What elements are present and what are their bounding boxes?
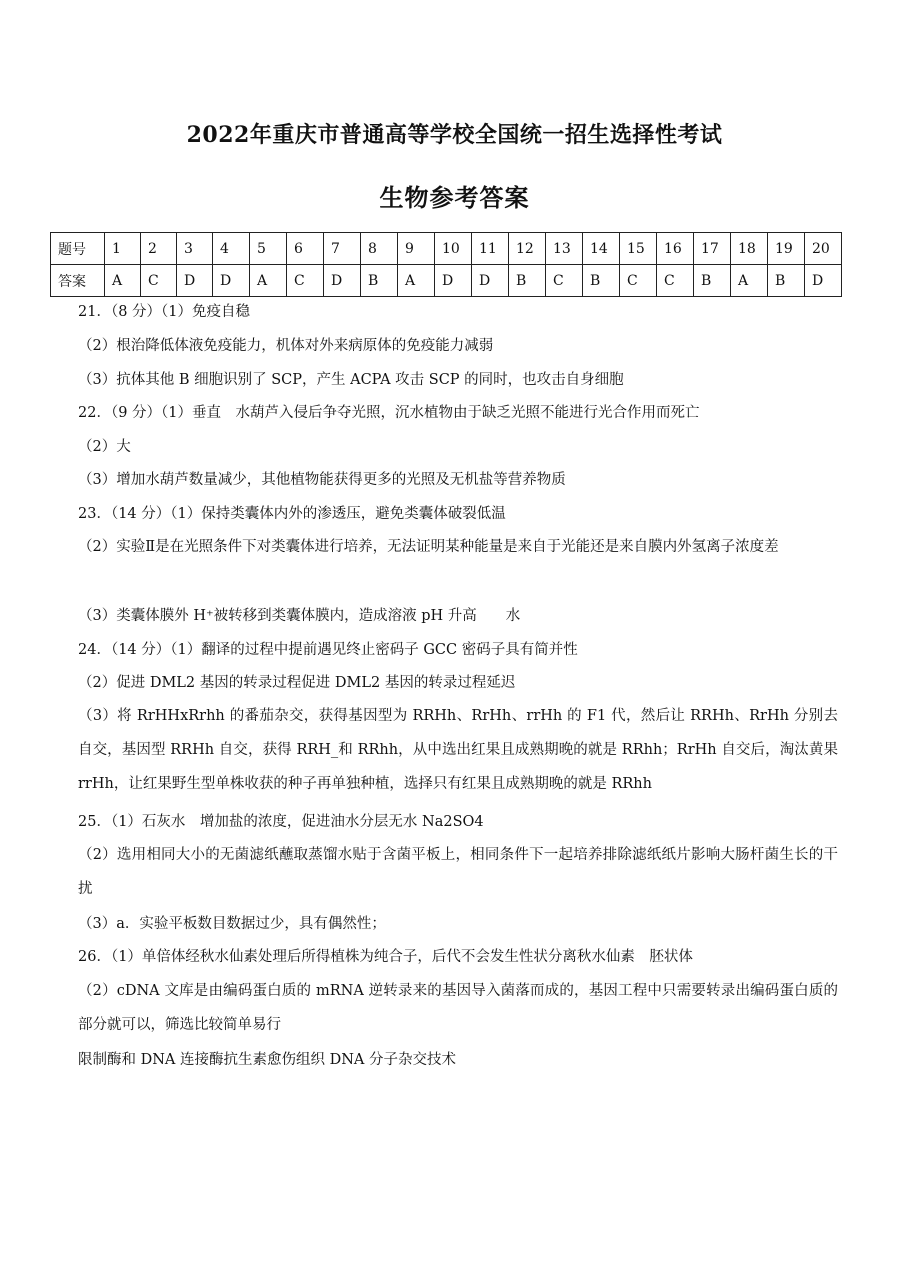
answer-24-part1: 24．（14 分）（1）翻译的过程中提前遇见终止密码子 GCC 密码子具有简并性 [78,642,578,658]
answer-23-part3: （3）类囊体膜外 H⁺被转移到类囊体膜内，造成溶液 pH 升高 水 [78,608,521,624]
answer-23-part1: 23．（14 分）（1）保持类囊体内外的渗透压，避免类囊体破裂低温 [78,506,506,522]
question-number-cell: 1 [105,233,141,265]
question-number-cell: 19 [768,233,805,265]
page-title: 2022年重庆市普通高等学校全国统一招生选择性考试 [186,122,723,148]
answer-26-part1: 26．（1）单倍体经秋水仙素处理后所得植株为纯合子，后代不会发生性状分离秋水仙素 胚状体 [78,949,693,965]
question-number-cell: 15 [620,233,657,265]
question-number-cell: 8 [361,233,398,265]
question-number-cell: 11 [472,233,509,265]
row-header: 答案 [51,265,105,297]
question-number-cell: 18 [731,233,768,265]
answer-cell: D [805,265,842,297]
answer-25-part2: （2）选用相同大小的无菌滤纸蘸取蒸馏水贴于含菌平板上，相同条件下一起培养排除滤纸纸片影响大肠杆菌生长的干扰 [78,847,838,897]
answer-cell: B [361,265,398,297]
answer-21-part2: （2）根治降低体液免疫能力，机体对外来病原体的免疫能力减弱 [78,338,494,354]
question-number-cell: 20 [805,233,842,265]
page-subtitle: 生物参考答案 [379,183,530,212]
answer-21-part3: （3）抗体其他 B 细胞识别了 SCP，产生 ACPA 攻击 SCP 的同时，也攻击自身细胞 [78,372,624,388]
answer-cell: C [546,265,583,297]
question-number-cell: 9 [398,233,435,265]
answer-cell: C [657,265,694,297]
question-number-cell: 14 [583,233,620,265]
answer-cell: C [287,265,324,297]
answer-cell: C [141,265,177,297]
answer-cell: D [324,265,361,297]
answer-22-part1: 22．（9 分）（1）垂直 水葫芦入侵后争夺光照，沉水植物由于缺乏光照不能进行光合作用而死亡 [78,405,700,421]
answer-24-part3: （3）将 RrHHxRrhh 的番茄杂交，获得基因型为 RRHh、RrHh、rrHh 的 F1 代，然后让 RRHh、RrHh 分别去自交，基因型 RRHh 自交，获得 RRH_和 RRhh，从中选出红果且成熟期晚的就是 RRhh；RrHh 自交后，淘汰黄果 rrHh，让红果野生型单株收获的种子再单独种植，选择只有红果且成熟期晚的就是 RRhh [78,708,838,792]
answer-23-part2: （2）实验Ⅱ是在光照条件下对类囊体进行培养，无法证明某种能量是来自于光能还是来自膜内外氢离子浓度差 [78,539,779,555]
question-number-cell: 12 [509,233,546,265]
answer-cell: A [250,265,287,297]
question-number-cell: 16 [657,233,694,265]
answer-22-part3: （3）增加水葫芦数量减少，其他植物能获得更多的光照及无机盐等营养物质 [78,472,566,488]
answer-cell: A [398,265,435,297]
answer-21-part1: 21．（8 分）（1）免疫自稳 [78,304,251,320]
question-number-cell: 17 [694,233,731,265]
question-number-cell: 10 [435,233,472,265]
question-number-cell: 3 [177,233,213,265]
answer-cell: B [768,265,805,297]
question-number-cell: 6 [287,233,324,265]
answer-cell: D [435,265,472,297]
question-number-cell: 2 [141,233,177,265]
answer-table [50,232,842,297]
answer-cell: A [105,265,141,297]
answer-cell: D [177,265,213,297]
answer-26-part2: （2）cDNA 文库是由编码蛋白质的 mRNA 逆转录来的基因导入菌落而成的，基因工程中只需要转录出编码蛋白质的部分就可以，筛选比较简单易行 [78,983,838,1033]
question-number-cell: 5 [250,233,287,265]
answer-24-part2: （2）促进 DML2 基因的转录过程促进 DML2 基因的转录过程延迟 [78,675,516,691]
answer-cell: C [620,265,657,297]
question-number-cell: 13 [546,233,583,265]
answer-25-part3: （3）a．实验平板数目数据过少，具有偶然性； [78,916,386,932]
question-number-cell: 4 [213,233,250,265]
answer-cell: B [583,265,620,297]
answer-cell: A [731,265,768,297]
question-number-cell: 7 [324,233,361,265]
table-row-numbers [51,233,842,265]
answer-25-part1: 25．（1）石灰水 增加盐的浓度，促进油水分层无水 Na2SO4 [78,814,484,830]
row-header: 题号 [51,233,105,265]
answer-cell: D [213,265,250,297]
answer-26-part3: 限制酶和 DNA 连接酶抗生素愈伤组织 DNA 分子杂交技术 [78,1052,457,1068]
answer-cell: B [509,265,546,297]
table-row-answers [51,265,842,297]
answer-cell: D [472,265,509,297]
answer-22-part2: （2）大 [78,439,131,455]
answer-cell: B [694,265,731,297]
